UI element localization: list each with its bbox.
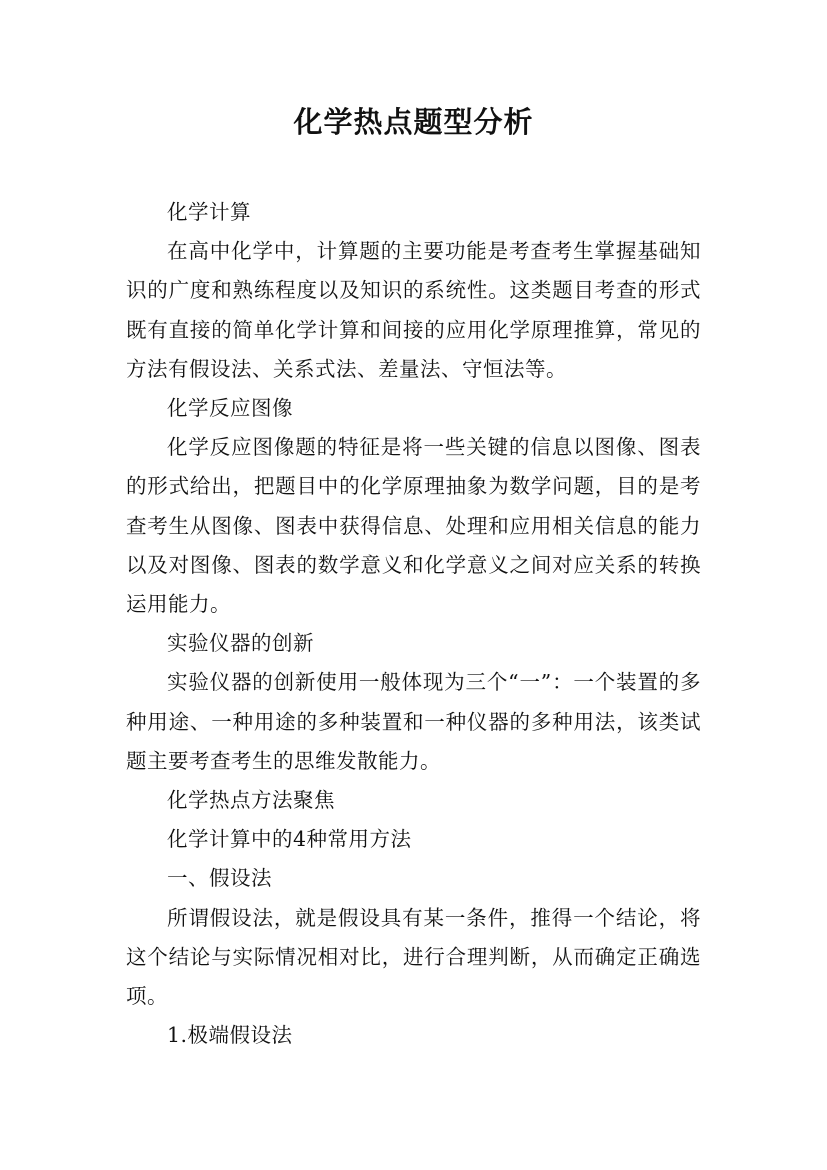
- section-heading: 1.极端假设法: [167, 1023, 293, 1048]
- section-heading: 一、假设法: [167, 866, 272, 891]
- section-heading: 化学计算中的4种常用方法: [167, 827, 412, 852]
- paragraph: 化学反应图像题的特征是将一些关键的信息以图像、图表的形式给出，把题目中的化学原理抽象为数学问题，目的是考查考生从图像、图表中获得信息、处理和应用相关信息的能力以及对图像、图表的数学意义和化学意义之间对应关系的转换运用能力。: [126, 435, 701, 617]
- paragraph: 实验仪器的创新使用一般体现为三个“一”：一个装置的多种用途、一种用途的多种装置和一种仪器的多种用法，该类试题主要考查考生的思维发散能力。: [126, 670, 701, 773]
- document-body: [126, 193, 701, 1055]
- paragraph: 在高中化学中，计算题的主要功能是考查考生掌握基础知识的广度和熟练程度以及知识的系统性。这类题目考查的形式既有直接的简单化学计算和间接的应用化学原理推算，常见的方法有假设法、关系式法、差量法、守恒法等。: [126, 239, 701, 381]
- document-title: 化学热点题型分析: [293, 105, 534, 139]
- section-heading: 化学计算: [167, 200, 251, 224]
- section-heading: 化学热点方法聚焦: [167, 788, 335, 813]
- paragraph: 所谓假设法，就是假设具有某一条件，推得一个结论，将这个结论与实际情况相对比，进行合理判断，从而确定正确选项。: [126, 905, 701, 1009]
- section-heading: 实验仪器的创新: [167, 631, 314, 656]
- section-heading: 化学反应图像: [167, 396, 293, 421]
